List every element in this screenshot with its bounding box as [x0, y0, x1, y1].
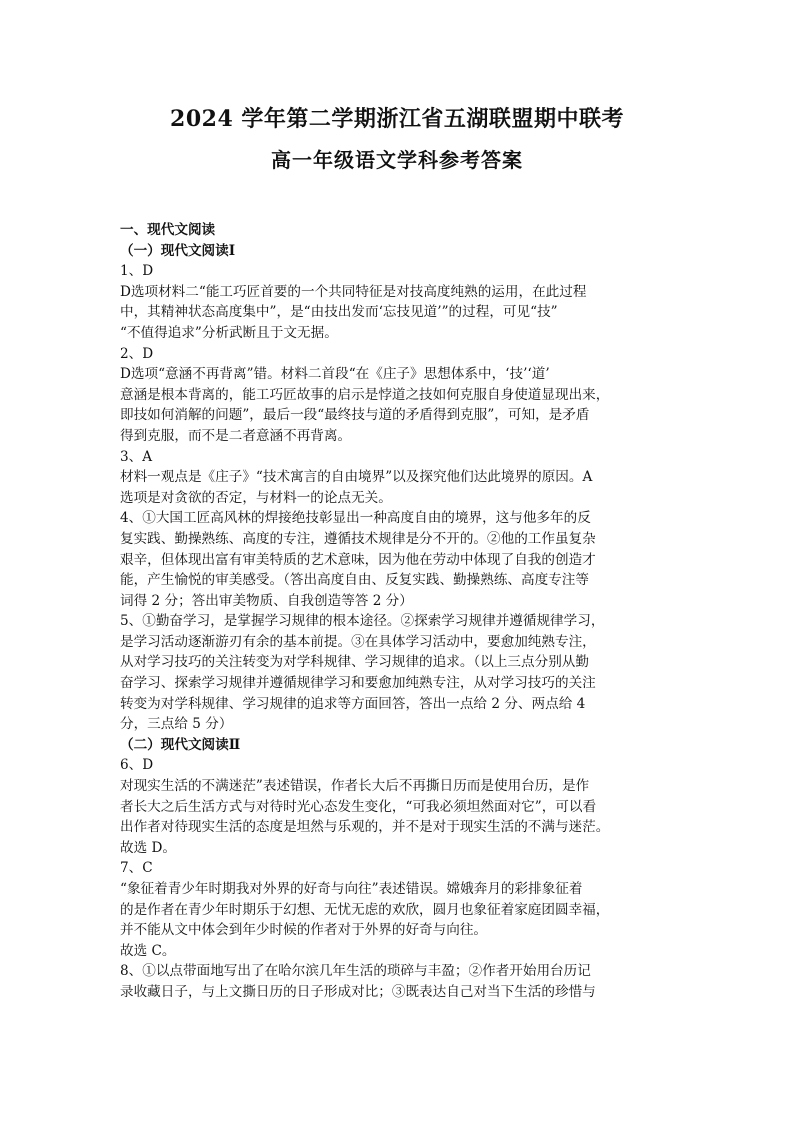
answer-text-line: 能，产生愉悦的审美感受。（答出高度自由、反复实践、勤操熟练、高度专注等 [120, 572, 589, 589]
answer-body [120, 220, 680, 1003]
answer-number: 2、D [120, 345, 154, 362]
answer-text-line: 即技如何消解的问题”，最后一段“最终技与道的矛盾得到克服”，可知，是矛盾 [120, 407, 590, 424]
answer-text-line: D选项“意涵不再背离”错。材料二首段“在《庄子》思想体系中，‘技’‘道’ [120, 366, 550, 383]
answer-text-line: 5、①勤奋学习，是掌握学习规律的根本途径。②探索学习规律并遵循规律学习， [120, 613, 605, 630]
answer-text-line: D选项材料二“能工巧匠首要的一个共同特征是对技高度纯熟的运用，在此过程 [120, 283, 587, 300]
answer-text-line: 并不能从文中体会到年少时候的作者对于外界的好奇与向往。 [120, 922, 488, 939]
answer-text-line: 奋学习、探索学习规律并遵循规律学习和要愈加纯熟专注，从对学习技巧的关注 [120, 675, 596, 692]
document-title: 2024 学年第二学期浙江省五湖联盟期中联考 [170, 106, 624, 132]
answer-text-line: 得到克服，而不是二者意涵不再背离。 [120, 427, 352, 444]
answer-text-line: 词得 2 分；答出审美物质、自我创造等答 2 分） [120, 592, 413, 609]
answer-number: 7、C [120, 860, 153, 877]
answer-text-line: 复实践、勤操熟练、高度的专注，遵循技术规律是分不开的。②他的工作虽复杂 [120, 530, 596, 547]
answer-text-line: 8、①以点带面地写出了在哈尔滨几年生活的琐碎与丰盈；②作者开始用台历记 [120, 963, 591, 980]
answer-text-line: “象征着青少年时期我对外界的好奇与向往”表述错误。嫦娥奔月的彩排象征着 [120, 881, 583, 897]
answer-text-line: 艰辛，但体现出富有审美特质的艺术意味，因为他在劳动中体现了自我的创造才 [120, 551, 596, 568]
answer-text-line: 是学习活动逐渐游刃有余的基本前提。③在具体学习活动中，要愈加纯熟专注， [120, 633, 596, 650]
answer-text-line: 的是作者在青少年时期乐于幻想、无忧无虑的欢欣，圆月也象征着家庭团圆幸福， [120, 901, 610, 918]
answer-text-line: 意涵是根本背离的，能工巧匠故事的启示是悖道之技如何克服自身使道显现出来， [120, 386, 610, 403]
answer-text-line: 材料一观点是《庄子》“技术寓言的自由境界”以及探究他们达此境界的原因。A [120, 469, 593, 486]
answer-text-line: “不值得追求”分析武断且于文无据。 [120, 324, 338, 341]
answer-text-line: 4、①大国工匠高风林的焊接绝技彰显出一种高度自由的境界，这与他多年的反 [120, 510, 591, 527]
answer-text-line: 从对学习技巧的关注转变为对学科规律、学习规律的追求。（以上三点分别从勤 [120, 654, 589, 671]
answer-text-line: 故选 D。 [120, 839, 177, 856]
answer-text-line: 对现实生活的不满迷茫”表述错误，作者长大后不再撕日历而是使用台历，是作 [120, 778, 590, 795]
subsection-heading: （一）现代文阅读Ⅰ [120, 242, 236, 259]
answer-number: 6、D [120, 757, 154, 774]
answer-text-line: 录收藏日子，与上文撕日历的日子形成对比；③既表达自己对当下生活的珍惜与 [120, 983, 596, 1000]
answer-text-line: 中，其精神状态高度集中”，是“由技出发而‘忘技见道’”的过程，可见“技” [120, 304, 558, 321]
answer-text-line: 分，三点给 5 分） [120, 716, 233, 733]
answer-number: 3、A [120, 448, 153, 465]
answer-text-line: 者长大之后生活方式与对待时光心态发生变化，“可我必须坦然面对它”，可以看 [120, 798, 597, 815]
answer-text-line: 转变为对学科规律、学习规律的追求等方面回答，答出一点给 2 分、两点给 4 [120, 695, 586, 712]
subsection-heading: （二）现代文阅读Ⅱ [120, 736, 241, 753]
answer-text-line: 选项是对贪欲的否定，与材料一的论点无关。 [120, 489, 392, 506]
answer-text-line: 故选 C。 [120, 942, 176, 959]
section-heading: 一、现代文阅读 [120, 222, 216, 238]
answer-number: 1、D [120, 263, 154, 280]
document-subtitle: 高一年级语文学科参考答案 [271, 148, 523, 172]
answer-text-line: 出作者对待现实生活的态度是坦然与乐观的，并不是对于现实生活的不满与迷茫。 [120, 819, 610, 836]
